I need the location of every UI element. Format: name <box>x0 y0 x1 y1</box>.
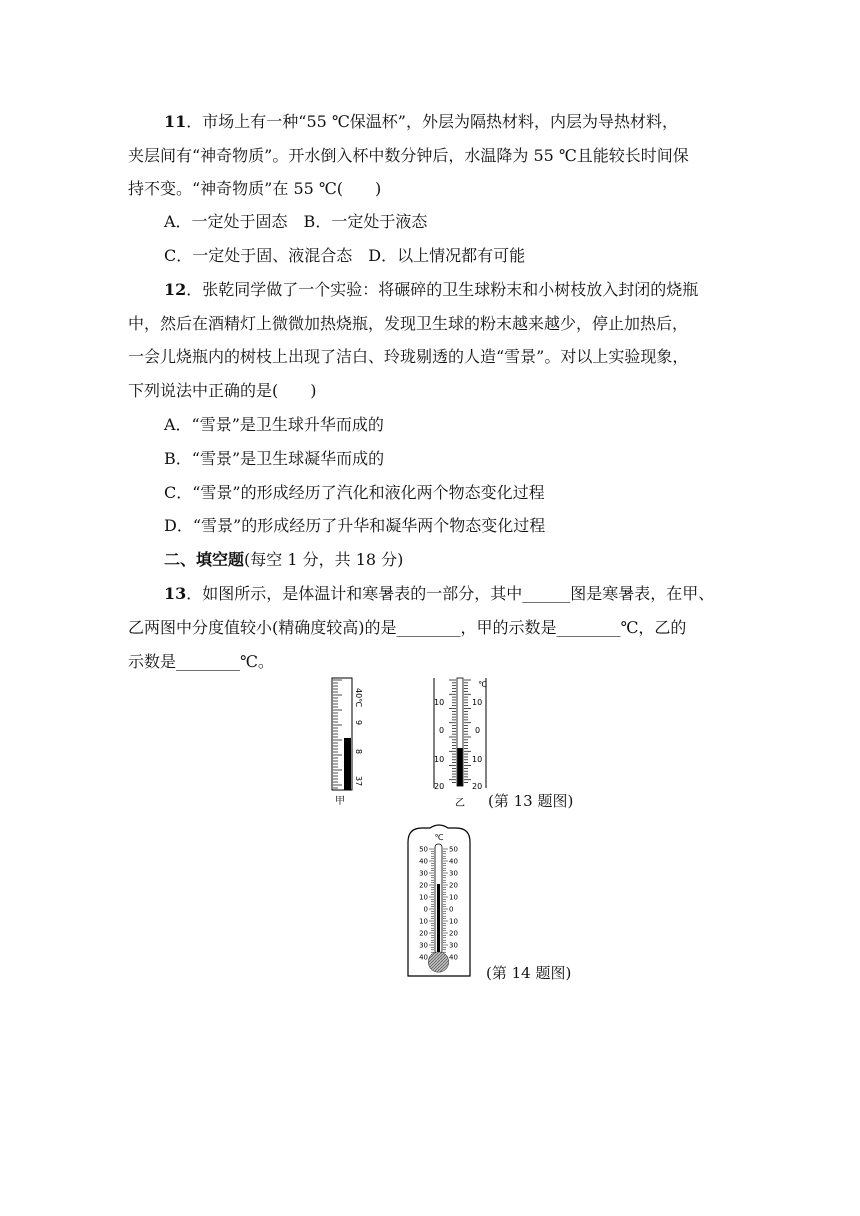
jia-scale-37: 37 <box>354 776 363 787</box>
q11-text-1: ．市场上有一种“55 ℃保温杯”，外层为隔热材料，内层为导热材料， <box>186 112 678 131</box>
q11-line-2: 夹层间有“神奇物质”。开水倒入杯中数分钟后，水温降为 55 ℃且能较长时间保 <box>128 146 689 165</box>
jia-scale-8: 8 <box>354 749 363 755</box>
figure-13-caption: (第 13 题图) <box>488 792 574 810</box>
yi-unit: ℃ <box>478 680 487 689</box>
fig14-scale-right: 40 <box>449 857 458 866</box>
section-note: (每空 1 分，共 18 分) <box>244 550 404 569</box>
fig14-scale-right: 10 <box>449 917 458 926</box>
q12-text-1: ．张乾同学做了一个实验：将碾碎的卫生球粉末和小树枝放入封闭的烧瓶 <box>186 280 699 299</box>
q12-option-d: D．“雪景”的形成经历了升华和凝华两个物态变化过程 <box>164 516 546 535</box>
figure-13-thermometers <box>320 676 500 810</box>
q11-options-cd: C．一定处于固、液混合态 D．以上情况都有可能 <box>164 246 526 265</box>
q13-number: 13 <box>164 584 187 603</box>
yi-scale-left-10: 10 <box>434 698 445 707</box>
q13-line-1 <box>164 582 774 606</box>
q12-line-3: 一会儿烧瓶内的树枝上出现了洁白、玲珑剔透的人造“雪景”。对以上实验现象， <box>128 347 689 366</box>
fig14-scale-right: 40 <box>449 953 458 962</box>
fig14-scale-left: 30 <box>419 941 428 950</box>
fig14-scale-left: 20 <box>419 929 428 938</box>
fig14-scale-right: 20 <box>449 929 458 938</box>
q12-line-4: 下列说法中正确的是( ) <box>128 381 317 400</box>
q12-line-2: 中，然后在酒精灯上微微加热烧瓶，发现卫生球的粉末越来越少，停止加热后， <box>128 314 689 333</box>
jia-scale-9: 9 <box>354 720 363 726</box>
section-heading <box>164 548 774 572</box>
thermometer-yi <box>434 678 487 809</box>
section-title: 二、填空题 <box>164 550 245 569</box>
fig14-scale-right: 0 <box>449 905 454 914</box>
fig14-scale-left: 40 <box>419 857 428 866</box>
figure-14-thermometer <box>404 822 474 982</box>
q12-option-c: C．“雪景”的形成经历了汽化和液化两个物态变化过程 <box>164 483 545 502</box>
fig14-scale-left: 20 <box>419 881 428 890</box>
fig14-scale-left: 40 <box>419 953 428 962</box>
yi-scale-left-minus20: 20 <box>434 782 445 791</box>
yi-scale-right-10: 10 <box>472 698 483 707</box>
fig14-scale-right: 50 <box>449 845 458 854</box>
fig14-unit: ℃ <box>434 833 444 842</box>
q11-number: 11 <box>164 112 187 131</box>
q11-line-3: 持不变。“神奇物质”在 55 ℃( ) <box>128 179 382 198</box>
q11-options-ab: A．一定处于固态 B．一定处于液态 <box>164 212 428 231</box>
q13-text-1: ．如图所示，是体温计和寒暑表的一部分，其中______图是寒暑表，在甲、 <box>186 584 715 603</box>
fig14-scale-left: 0 <box>423 905 428 914</box>
fig14-scale-right: 30 <box>449 869 458 878</box>
q12-option-a: A．“雪景”是卫生球升华而成的 <box>164 415 384 434</box>
yi-scale-left-minus10: 10 <box>434 755 445 764</box>
q11-line-1 <box>164 110 774 134</box>
q13-line-3: 示数是________℃。 <box>128 652 274 671</box>
fig14-scale-left: 30 <box>419 869 428 878</box>
label-jia: 甲 <box>335 796 345 807</box>
figure-14-caption: (第 14 题图) <box>486 964 572 982</box>
yi-scale-left-0: 0 <box>439 726 445 735</box>
q12-line-1 <box>164 278 774 302</box>
label-yi: 乙 <box>455 798 465 809</box>
yi-scale-right-0: 0 <box>475 726 481 735</box>
fig14-scale-right: 20 <box>449 881 458 890</box>
fig14-scale-left: 50 <box>419 845 428 854</box>
fig14-scale-right: 10 <box>449 893 458 902</box>
jia-scale-40: 40℃ <box>354 688 363 708</box>
fig14-scale-left: 10 <box>419 893 428 902</box>
thermometer-jia <box>332 678 363 807</box>
q13-line-2: 乙两图中分度值较小(精确度较高)的是________，甲的示数是________℃，乙的 <box>128 618 687 637</box>
fig14-scale-right: 30 <box>449 941 458 950</box>
q12-option-b: B．“雪景”是卫生球凝华而成的 <box>164 449 385 468</box>
yi-scale-right-minus20: 20 <box>472 782 483 791</box>
q12-number: 12 <box>164 280 187 299</box>
yi-scale-right-minus10: 10 <box>472 755 483 764</box>
fig14-scale-left: 10 <box>419 917 428 926</box>
